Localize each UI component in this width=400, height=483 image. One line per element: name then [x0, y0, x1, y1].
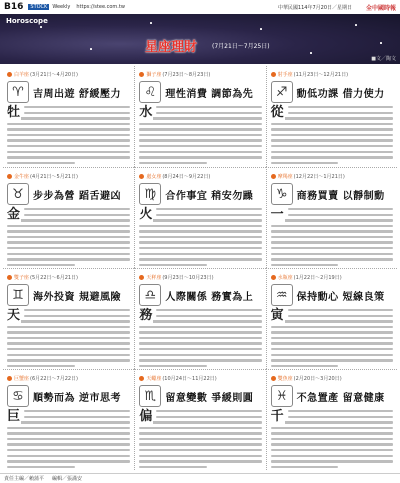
sign-date-range: (6月22日～7月22日): [30, 375, 79, 382]
sign-body: [139, 410, 261, 468]
body-text-line: [139, 258, 261, 260]
page-header: [0, 0, 400, 15]
body-text-line: [156, 410, 261, 412]
body-text-line: [139, 421, 261, 423]
body-text-line: [24, 214, 130, 216]
body-text-line: [139, 128, 261, 130]
body-text-line: [139, 449, 261, 451]
body-text-line: [139, 331, 261, 333]
body-text-line: [139, 134, 261, 136]
sign-date-range: (3月21日～4月20日): [30, 71, 79, 78]
sign-title-row: [271, 183, 393, 205]
sign-name: 雙子座: [14, 274, 30, 281]
sign-headline: 留意變數 爭緩則圓: [165, 392, 254, 404]
sign-body: [271, 106, 393, 164]
sign-date-range: (5月22日～6月21日): [30, 274, 79, 281]
sign-title-row: [139, 81, 261, 103]
body-text-line: [156, 112, 261, 114]
body-text-line: [271, 342, 393, 344]
drop-cap: 天: [7, 308, 21, 323]
sign-bullet-icon: [139, 174, 144, 179]
body-text-line: [271, 348, 393, 350]
banner-star: [310, 52, 312, 54]
sign-headline: 人際關係 務實為上: [165, 291, 254, 303]
banner-label: Horoscope: [6, 17, 48, 25]
zodiac-section: [134, 268, 265, 369]
body-text-line: [24, 309, 130, 311]
sign-title-row: [271, 284, 393, 306]
body-text-line: [139, 151, 261, 153]
body-text-line: [139, 460, 261, 462]
body-text-line: [139, 432, 261, 434]
body-text-line: [139, 466, 206, 468]
sign-bullet-icon: [139, 72, 144, 77]
body-text-line: [7, 455, 130, 457]
sign-date-range: (12月22日～1月21日): [293, 173, 345, 180]
sign-header: [139, 373, 261, 383]
sign-title-row: [7, 284, 130, 306]
sign-body: [271, 309, 393, 367]
sign-title-row: [7, 81, 130, 103]
drop-cap: 寅: [270, 308, 284, 323]
body-text-lines: [7, 410, 130, 468]
body-text-line: [7, 139, 130, 141]
body-text-line: [271, 123, 393, 125]
body-text-line: [139, 219, 261, 221]
body-text-lines: [7, 106, 130, 164]
drop-cap: 偏: [139, 409, 153, 424]
body-text-line: [139, 162, 206, 164]
drop-cap: 巨: [7, 409, 21, 424]
body-text-lines: [139, 410, 261, 468]
sign-headline: 合作事宜 稍安勿躁: [165, 190, 254, 202]
drop-cap: 金: [7, 207, 21, 222]
sign-name: 處女座: [146, 173, 162, 180]
drop-cap: 水: [139, 105, 153, 120]
body-text-line: [139, 438, 261, 440]
body-text-lines: [271, 208, 393, 266]
sign-date-range: (9月23日～10月23日): [162, 274, 214, 281]
chief-editor: 責任主編／賴蒲平: [4, 476, 45, 482]
body-text-line: [271, 337, 393, 339]
sign-bullet-icon: [7, 174, 12, 179]
sign-bullet-icon: [139, 275, 144, 280]
sign-bullet-icon: [271, 72, 276, 77]
body-text-lines: [139, 309, 261, 367]
sign-bullet-icon: [139, 376, 144, 381]
body-text-line: [271, 427, 393, 429]
sign-title-row: [7, 183, 130, 205]
body-text-line: [139, 156, 261, 158]
sign-bullet-icon: [7, 275, 12, 280]
body-text-line: [271, 466, 338, 468]
body-text-lines: [7, 309, 130, 367]
body-text-line: [271, 359, 393, 361]
zodiac-section: [3, 369, 134, 470]
body-text-line: [139, 354, 261, 356]
body-text-line: [7, 326, 130, 328]
body-text-line: [7, 162, 75, 164]
body-text-line: [271, 134, 393, 136]
body-text-line: [271, 219, 393, 221]
body-text-line: [271, 449, 393, 451]
body-text-lines: [271, 309, 393, 367]
zodiac-symbol-icon: ♌: [139, 81, 161, 103]
zodiac-section: [134, 66, 265, 167]
body-text-line: [156, 315, 261, 317]
sign-header: [7, 171, 130, 181]
sign-header: [139, 69, 261, 79]
body-text-line: [271, 432, 393, 434]
banner-star: [260, 28, 262, 30]
author-credit: ■文／陶文: [371, 56, 396, 62]
zodiac-symbol-icon: ♓: [271, 385, 293, 407]
body-text-line: [7, 134, 130, 136]
body-text-line: [139, 365, 206, 367]
banner-star: [355, 24, 357, 26]
sign-header: [139, 272, 261, 282]
body-text-line: [24, 112, 130, 114]
sign-header: [7, 373, 130, 383]
sign-body: [139, 208, 261, 266]
body-text-line: [271, 117, 393, 119]
body-text-line: [271, 320, 393, 322]
zodiac-section: [3, 167, 134, 268]
sign-date-range: (8月24日～9月22日): [162, 173, 211, 180]
body-text-line: [139, 123, 261, 125]
body-text-line: [271, 365, 338, 367]
body-text-line: [139, 145, 261, 147]
body-text-line: [7, 258, 130, 260]
body-text-line: [7, 117, 130, 119]
body-text-line: [271, 162, 338, 164]
body-text-line: [139, 443, 261, 445]
body-text-line: [271, 455, 393, 457]
body-text-line: [7, 225, 130, 227]
body-text-line: [271, 421, 393, 423]
brand-badge: STOCK: [30, 4, 48, 10]
sign-date-range: (1月22日～2月19日): [293, 274, 342, 281]
publisher-logo: 全中國時報: [365, 4, 396, 12]
body-text-line: [7, 460, 130, 462]
body-text-line: [271, 241, 393, 243]
body-text-line: [24, 208, 130, 210]
sign-body: [139, 309, 261, 367]
banner-star: [90, 48, 92, 50]
body-text-line: [7, 128, 130, 130]
body-text-line: [156, 309, 261, 311]
body-text-line: [139, 117, 261, 119]
body-text-line: [271, 354, 393, 356]
sign-name: 金牛座: [14, 173, 30, 180]
sign-title-row: [139, 183, 261, 205]
body-text-line: [7, 241, 130, 243]
body-text-line: [139, 320, 261, 322]
banner-star: [40, 26, 42, 28]
sign-header: [271, 373, 393, 383]
zodiac-section: [266, 167, 397, 268]
sign-name: 巨蟹座: [14, 375, 30, 382]
sign-body: [7, 106, 130, 164]
body-text-line: [7, 236, 130, 238]
zodiac-symbol-icon: ♐: [271, 81, 293, 103]
body-text-line: [24, 416, 130, 418]
sign-date-range: (4月21日～5月21日): [30, 173, 79, 180]
zodiac-section: [3, 66, 134, 167]
body-text-line: [7, 466, 75, 468]
body-text-line: [288, 208, 393, 210]
body-text-line: [139, 139, 261, 141]
body-text-line: [7, 365, 75, 367]
body-text-lines: [271, 410, 393, 468]
body-text-line: [288, 309, 393, 311]
body-text-line: [271, 151, 393, 153]
zodiac-section: [134, 167, 265, 268]
body-text-line: [271, 225, 393, 227]
sign-headline: 順勢而為 逆市思考: [33, 392, 121, 404]
publish-date: 中華民國114年7月20日／星期日: [277, 4, 352, 11]
drop-cap: 火: [139, 207, 153, 222]
banner-star: [150, 22, 152, 24]
sign-headline: 吉周出遊 舒緩壓力: [33, 88, 121, 100]
body-text-lines: [7, 208, 130, 266]
body-text-line: [139, 359, 261, 361]
sign-header: [139, 171, 261, 181]
body-text-line: [7, 247, 130, 249]
body-text-line: [139, 337, 261, 339]
sign-headline: 步步為營 蹈舌避凶: [33, 190, 121, 202]
page-title: 星座理財: [145, 40, 198, 55]
body-text-line: [271, 247, 393, 249]
body-text-line: [7, 230, 130, 232]
body-text-line: [7, 123, 130, 125]
body-text-line: [271, 128, 393, 130]
zodiac-symbol-icon: ♈: [7, 81, 29, 103]
body-text-line: [271, 264, 338, 266]
body-text-line: [271, 139, 393, 141]
body-text-line: [156, 416, 261, 418]
sign-body: [7, 309, 130, 367]
drop-cap: 務: [139, 308, 153, 323]
sign-title-row: [271, 81, 393, 103]
body-text-line: [139, 236, 261, 238]
sign-title-row: [139, 385, 261, 407]
zodiac-grid: [3, 66, 397, 470]
body-text-line: [139, 247, 261, 249]
sign-title-row: [271, 385, 393, 407]
body-text-line: [7, 264, 75, 266]
body-text-line: [7, 331, 130, 333]
body-text-line: [7, 427, 130, 429]
body-text-line: [156, 214, 261, 216]
body-text-line: [156, 208, 261, 210]
body-text-line: [24, 106, 130, 108]
zodiac-section: [266, 268, 397, 369]
sign-body: [139, 106, 261, 164]
weekly-label: Weekly: [52, 4, 71, 10]
sign-name: 射手座: [277, 71, 293, 78]
zodiac-section: [3, 268, 134, 369]
sign-bullet-icon: [271, 174, 276, 179]
zodiac-symbol-icon: ♉: [7, 183, 29, 205]
site-url[interactable]: https://stee.com.tw: [76, 4, 125, 10]
body-text-line: [7, 443, 130, 445]
sign-headline: 海外投資 規避風險: [33, 291, 121, 303]
sign-headline: 不急置產 留意健康: [296, 392, 385, 404]
body-text-line: [7, 253, 130, 255]
body-text-line: [7, 219, 130, 221]
drop-cap: 一: [270, 207, 284, 222]
sign-body: [271, 410, 393, 468]
sign-date-range: (7月23日～8月23日): [162, 71, 211, 78]
body-text-line: [288, 416, 393, 418]
body-text-line: [139, 342, 261, 344]
body-text-line: [7, 342, 130, 344]
body-text-lines: [271, 106, 393, 164]
zodiac-symbol-icon: ♏: [139, 385, 161, 407]
banner-star: [380, 42, 382, 44]
sign-name: 白羊座: [14, 71, 30, 78]
page-number: B16: [4, 2, 24, 12]
body-text-line: [271, 156, 393, 158]
body-text-line: [271, 443, 393, 445]
drop-cap: 牡: [7, 105, 21, 120]
sign-name: 水瓶座: [277, 274, 293, 281]
sign-header: [7, 69, 130, 79]
body-text-line: [7, 438, 130, 440]
body-text-line: [139, 225, 261, 227]
body-text-lines: [139, 106, 261, 164]
body-text-line: [271, 236, 393, 238]
body-text-line: [7, 432, 130, 434]
sign-date-range: (2月20日～3月20日): [293, 375, 342, 382]
sign-bullet-icon: [7, 376, 12, 381]
date-range: (7月21日～7月25日): [212, 43, 270, 50]
sign-bullet-icon: [7, 72, 12, 77]
sign-headline: 商務買賣 以靜制動: [296, 190, 385, 202]
body-text-line: [156, 106, 261, 108]
zodiac-symbol-icon: ♍: [139, 183, 161, 205]
drop-cap: 從: [270, 105, 284, 120]
body-text-line: [139, 241, 261, 243]
body-text-line: [24, 315, 130, 317]
layout-editor: 編輯／張滿安: [52, 476, 83, 482]
body-text-line: [7, 359, 130, 361]
body-text-line: [139, 230, 261, 232]
body-text-line: [271, 145, 393, 147]
sign-bullet-icon: [271, 376, 276, 381]
sign-header: [271, 272, 393, 282]
body-text-line: [24, 410, 130, 412]
body-text-line: [7, 348, 130, 350]
zodiac-symbol-icon: ♎: [139, 284, 161, 306]
sign-bullet-icon: [271, 275, 276, 280]
sign-name: 獅子座: [146, 71, 162, 78]
sign-name: 雙魚座: [277, 375, 293, 382]
zodiac-symbol-icon: ♋: [7, 385, 29, 407]
sign-header: [271, 69, 393, 79]
body-text-line: [271, 326, 393, 328]
zodiac-symbol-icon: ♒: [271, 284, 293, 306]
body-text-line: [288, 315, 393, 317]
body-text-line: [271, 230, 393, 232]
zodiac-section: [266, 66, 397, 167]
sign-date-range: (10月24日～11月22日): [162, 375, 217, 382]
body-text-line: [7, 156, 130, 158]
body-text-line: [271, 258, 393, 260]
body-text-line: [7, 449, 130, 451]
sign-name: 天秤座: [146, 274, 162, 281]
body-text-line: [139, 326, 261, 328]
body-text-line: [139, 455, 261, 457]
body-text-line: [7, 151, 130, 153]
zodiac-symbol-icon: ♊: [7, 284, 29, 306]
body-text-line: [271, 331, 393, 333]
body-text-line: [139, 253, 261, 255]
sign-name: 摩羯座: [277, 173, 293, 180]
zodiac-symbol-icon: ♑: [271, 183, 293, 205]
sign-title-row: [139, 284, 261, 306]
sign-name: 天蠍座: [146, 375, 162, 382]
body-text-line: [7, 320, 130, 322]
body-text-line: [288, 410, 393, 412]
zodiac-section: [134, 369, 265, 470]
body-text-line: [139, 348, 261, 350]
sign-headline: 理性消費 調節為先: [165, 88, 254, 100]
body-text-line: [7, 421, 130, 423]
sign-title-row: [7, 385, 130, 407]
sign-headline: 保持動心 短線良策: [296, 291, 385, 303]
body-text-line: [288, 112, 393, 114]
sign-date-range: (11月23日～12月21日): [293, 71, 349, 78]
sign-header: [271, 171, 393, 181]
body-text-line: [7, 145, 130, 147]
body-text-line: [271, 253, 393, 255]
body-text-line: [139, 427, 261, 429]
body-text-line: [271, 438, 393, 440]
sign-body: [7, 410, 130, 468]
zodiac-section: [266, 369, 397, 470]
body-text-line: [288, 214, 393, 216]
body-text-line: [7, 337, 130, 339]
drop-cap: 千: [270, 409, 284, 424]
horoscope-banner: [0, 14, 400, 64]
sign-body: [271, 208, 393, 266]
body-text-line: [271, 460, 393, 462]
body-text-lines: [139, 208, 261, 266]
sign-body: [7, 208, 130, 266]
sign-headline: 動低功課 借力使力: [296, 88, 385, 100]
body-text-line: [139, 264, 206, 266]
body-text-line: [7, 354, 130, 356]
body-text-line: [288, 106, 393, 108]
sign-header: [7, 272, 130, 282]
